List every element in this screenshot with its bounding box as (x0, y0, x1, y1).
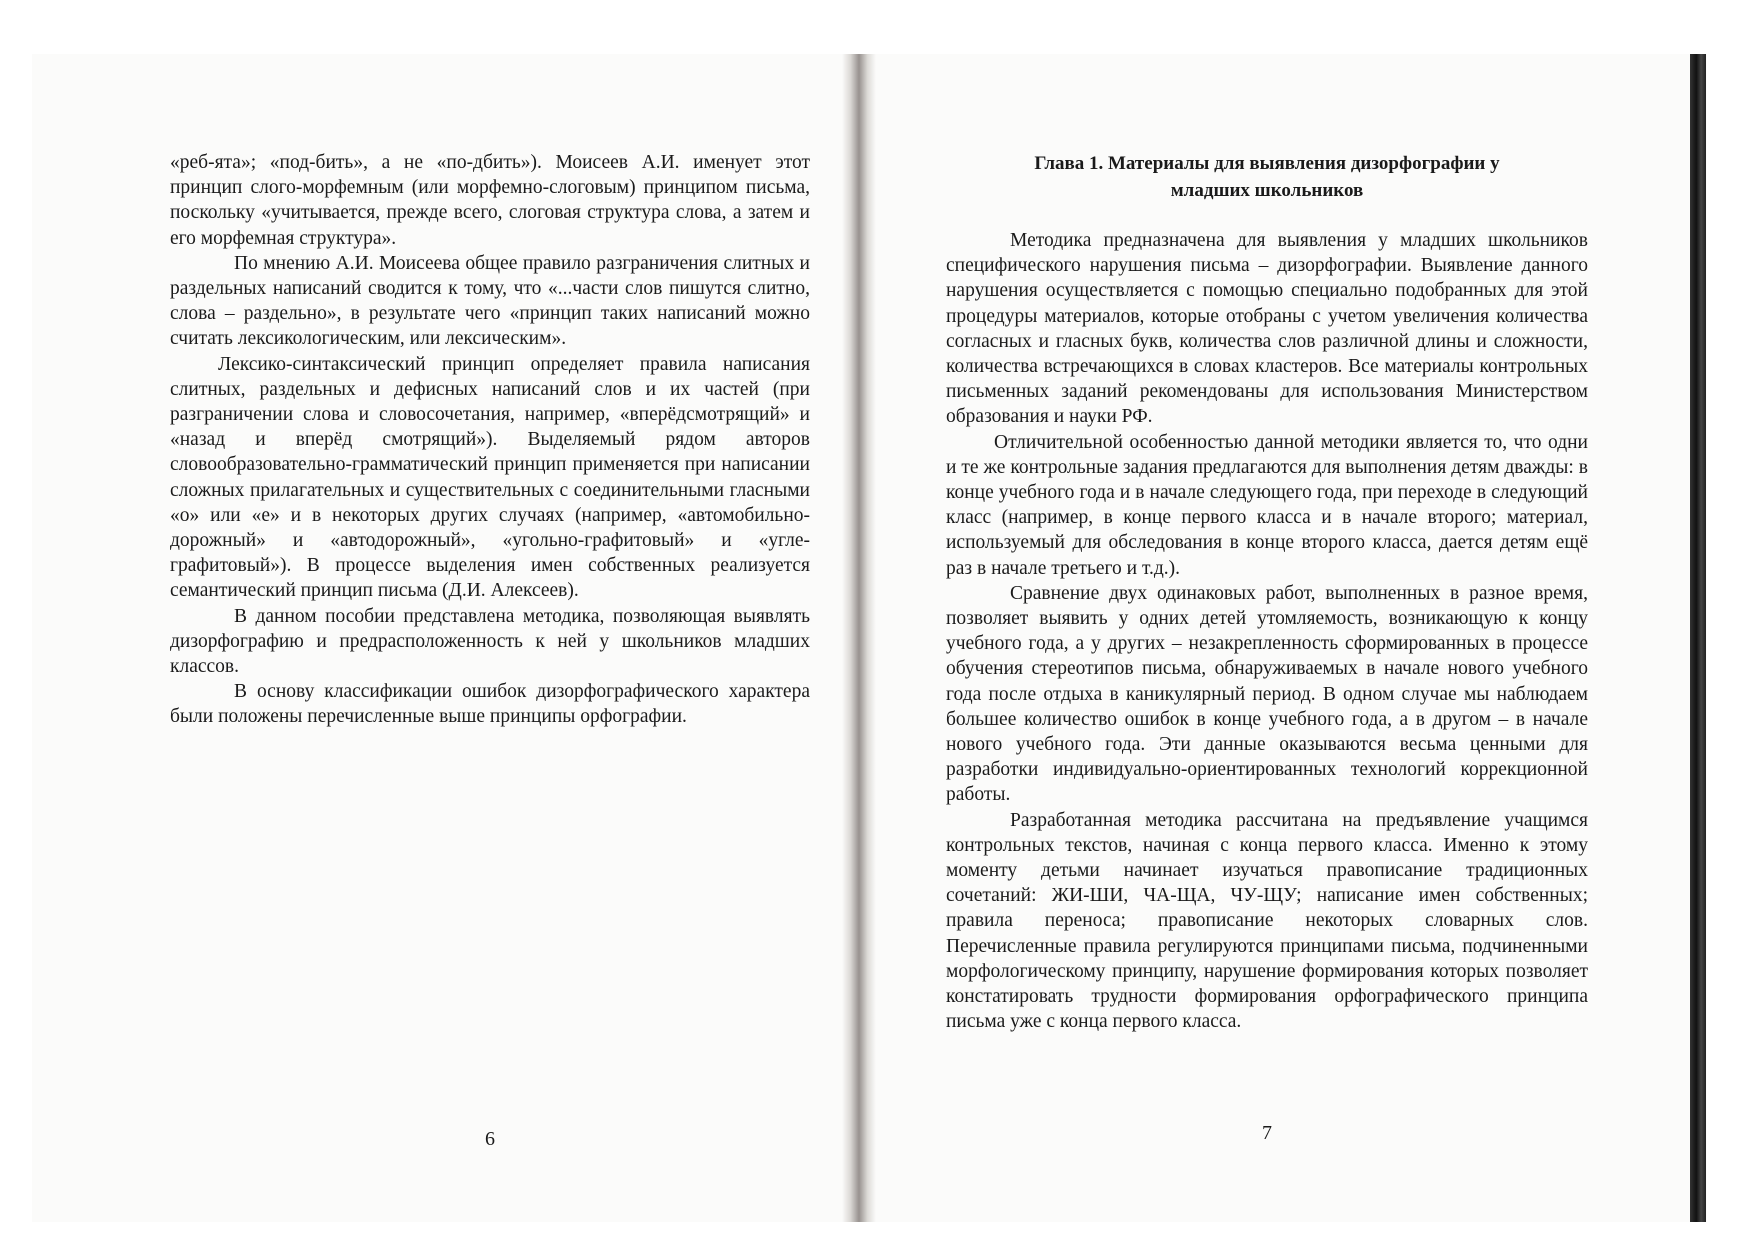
page-number: 7 (1262, 1122, 1272, 1144)
paragraph: В данном пособии представлена методика, позволяющая выявлять дизорфографию и предрасположенность к ней у школьников младших классов. (170, 605, 810, 678)
paragraph: Сравнение двух одинаковых работ, выполненных в разное время, позволяет выявить у одних детей утомляемость, возникающую к концу учебного года, а у других – незакрепленность сформированных в процессе обучения стереотипов письма, обнаруживаемых в начале нового учебного года после отдыха в каникулярный период. В одном случае мы наблюдаем большее количество ошибок в конце учебного года, а в другом – в начале нового учебного года. Эти данные оказываются весьма ценными для разработки индивидуально-ориентированных технологий коррекционной работы. (946, 582, 1588, 806)
paragraph: Лексико-синтаксический принцип определяет правила написания слитных, раздельных и дефисных написаний слов и их частей (при разграничении слова и словосочетания, например, «вперёдсмотрящий» и «назад и вперёд смотрящий»). Выделяемый рядом авторов словообразовательно-грамматический принцип применяется при написании сложных прилагательных и существительных с соединительными гласными «о» или «е» и в некоторых других случаях (например, «автомобильно-дорожный» и «автодорожный», «угольно-графитовый» и «угле-графитовый»). В процессе выделения имен собственных реализуется семантический принцип письма (Д.И. Алексеев). (170, 353, 810, 602)
left-page (170, 0, 810, 1242)
chapter-title-line: Глава 1. Материалы для выявления дизорфографии у (1034, 153, 1500, 174)
book-gutter (842, 54, 876, 1222)
paragraph: В основу классификации ошибок дизорфографического характера были положены перечисленные выше принципы орфографии. (170, 681, 810, 728)
right-page (946, 0, 1588, 1242)
paragraph: «реб-ята»; «под-бить», а не «по-дбить»). Моисеев А.И. именует этот принцип слого-морфемным (или морфемно-слоговым) принципом письма, поскольку «учитывается, прежде всего, слоговая структура слова, а затем и его морфемная структура». (170, 152, 810, 249)
page-number: 6 (485, 1128, 495, 1150)
right-page-text (946, 228, 1588, 1035)
left-page-text (170, 150, 810, 730)
paragraph: Разработанная методика рассчитана на предъявление учащимся контрольных текстов, начиная с конца первого класса. Именно к этому моменту детьми начинает изучаться правописание традиционных сочетаний: ЖИ-ШИ, ЧА-ЩА, ЧУ-ЩУ; написание имен собственных; правила переноса; правописание некоторых словарных слов. Перечисленные правила регулируются принципами письма, подчиненными морфологическому принципу, нарушение формирования которых позволяет констатировать трудности формирования орфографического принципа письма уже с конца первого класса. (946, 809, 1588, 1033)
paragraph: Отличительной особенностью данной методики является то, что одни и те же контрольные задания предлагаются для выполнения детям дважды: в конце учебного года и в начале следующего года, при переходе в следующий класс (например, в конце первого класса и в начале второго; материал, используемый для обследования в конце второго класса, дается детям ещё раз в начале третьего и т.д.). (946, 431, 1588, 579)
chapter-title (946, 150, 1588, 204)
chapter-title-line: младших школьников (1170, 180, 1364, 201)
page-edge-shadow (1690, 54, 1706, 1222)
paragraph: По мнению А.И. Моисеева общее правило разграничения слитных и раздельных написаний сводится к тому, что «...части слов пишутся слитно, слова – раздельно», в результате чего «принцип таких написаний можно считать лексикологическим, или лексическим». (170, 252, 810, 350)
paragraph: Методика предназначена для выявления у младших школьников специфического нарушения письма – дизорфографии. Выявление данного нарушения осуществляется с помощью специально подобранных для этой процедуры материалов, которые отобраны с учетом увеличения количества согласных и гласных букв, количества слов различной длины и сложности, количества встречающихся в словах кластеров. Все материалы контрольных письменных заданий рекомендованы для использования Министерством образования и науки РФ. (946, 230, 1588, 428)
